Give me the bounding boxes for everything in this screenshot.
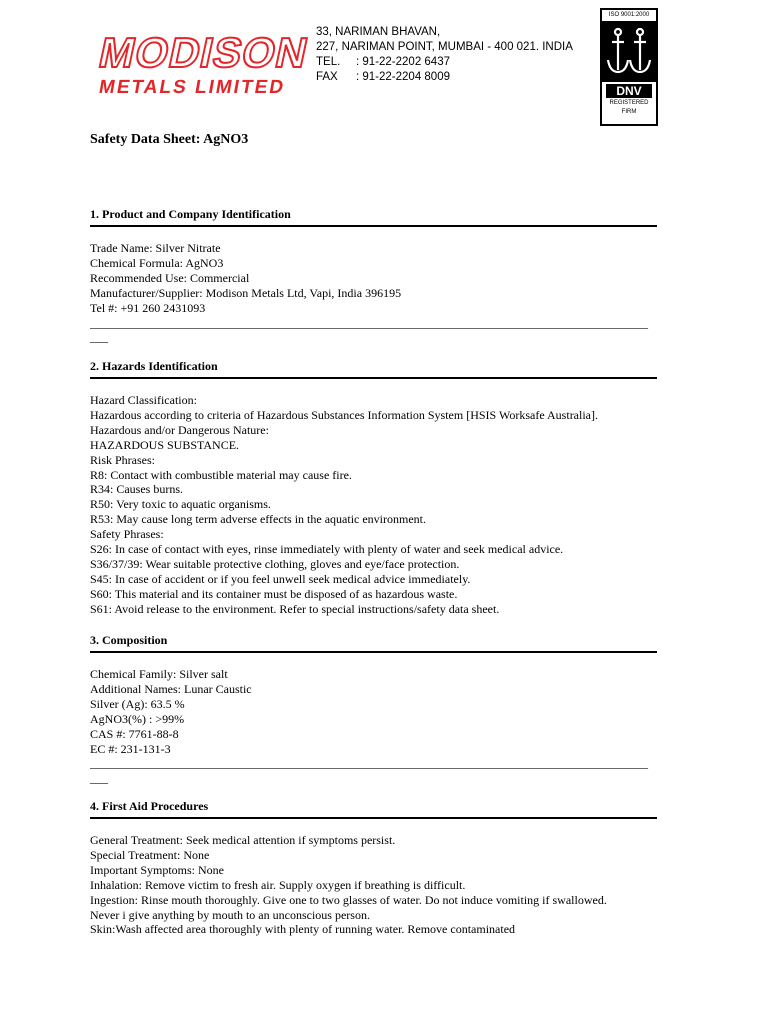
section-line: R50: Very toxic to aquatic organisms. xyxy=(90,497,271,512)
section-line: Hazardous according to criteria of Hazardous Substances Information System [HSIS Worksafe Australia]. xyxy=(90,407,599,422)
section-line: R53: May cause long term adverse effects in the aquatic environment. xyxy=(90,512,426,527)
fax-row xyxy=(316,70,573,85)
section-line: Skin:Wash affected area thoroughly with plenty of running water. Remove contaminated xyxy=(90,922,516,937)
section-line: Safety Phrases: xyxy=(90,527,164,542)
separator-rule: _____________________________________________________________________________________________ xyxy=(90,756,648,771)
section-body xyxy=(90,667,657,786)
section-line: Silver (Ag): 63.5 % xyxy=(90,696,185,711)
seal-registered-text: REGISTERED xyxy=(609,100,649,106)
logo-subtitle: METALS LIMITED xyxy=(97,77,287,98)
section-composition xyxy=(90,633,657,786)
section-line: Important Symptoms: None xyxy=(90,862,224,877)
section-first-aid xyxy=(90,799,657,937)
section-body xyxy=(90,833,657,937)
section-line: S36/37/39: Wear suitable protective clothing, gloves and eye/face protection. xyxy=(90,556,460,571)
section-line: Recommended Use: Commercial xyxy=(90,270,250,285)
tel-value: : 91-22-2202 6437 xyxy=(356,56,450,68)
section-line: Chemical Formula: AgNO3 xyxy=(90,255,224,270)
section-body xyxy=(90,241,657,345)
section-line: Special Treatment: None xyxy=(90,847,210,862)
fax-value: : 91-22-2204 8009 xyxy=(356,71,450,83)
section-heading: 2. Hazards Identification xyxy=(90,359,657,379)
section-line: Ingestion: Rinse mouth thoroughly. Give one to two glasses of water. Do not induce vomiting if swallowed. xyxy=(90,892,607,907)
section-heading: 3. Composition xyxy=(90,633,657,653)
section-line: Hazardous and/or Dangerous Nature: xyxy=(90,422,269,437)
tel-row xyxy=(316,55,573,70)
section-line: Hazard Classification: xyxy=(90,393,197,407)
address-line-1: 33, NARIMAN BHAVAN, xyxy=(316,26,441,38)
section-product-identification xyxy=(90,207,657,345)
section-heading: 4. First Aid Procedures xyxy=(90,799,657,819)
section-line: AgNO3(%) : >99% xyxy=(90,711,185,726)
section-line: Tel #: +91 260 2431093 xyxy=(90,300,206,315)
section-line: HAZARDOUS SUBSTANCE. xyxy=(90,437,240,452)
section-line: S26: In case of contact with eyes, rinse immediately with plenty of water and seek medical advice. xyxy=(90,542,564,557)
fax-label: FAX xyxy=(316,71,338,83)
address-line-2: 227, NARIMAN POINT, MUMBAI - 400 021. INDIA xyxy=(316,41,573,53)
anchor-icon xyxy=(602,22,656,82)
document-title: Safety Data Sheet: AgNO3 xyxy=(90,132,249,147)
logo-wordmark: MODISON xyxy=(95,29,313,76)
section-line: EC #: 231-131-3 xyxy=(90,741,171,756)
tel-label: TEL. xyxy=(316,56,341,68)
separator-rule-tail: ___ xyxy=(90,330,108,345)
company-address xyxy=(316,25,573,85)
iso-certification-seal xyxy=(600,8,658,126)
seal-dnv-mark: DNV xyxy=(606,84,652,98)
section-line: Chemical Family: Silver salt xyxy=(90,667,228,681)
section-line: S45: In case of accident or if you feel unwell seek medical advice immediately. xyxy=(90,571,471,586)
section-line: Risk Phrases: xyxy=(90,452,156,467)
section-line: S61: Avoid release to the environment. Refer to special instructions/safety data sheet. xyxy=(90,601,500,616)
section-line: General Treatment: Seek medical attention if symptoms persist. xyxy=(90,833,396,847)
separator-rule-tail: ___ xyxy=(90,771,108,786)
section-line: R8: Contact with combustible material may cause fire. xyxy=(90,467,352,482)
section-line: Inhalation: Remove victim to fresh air. Supply oxygen if breathing is difficult. xyxy=(90,877,466,892)
section-body xyxy=(90,393,657,617)
section-heading: 1. Product and Company Identification xyxy=(90,207,657,227)
section-line: Additional Names: Lunar Caustic xyxy=(90,681,252,696)
section-line: Never i give anything by mouth to an unconscious person. xyxy=(90,907,370,922)
section-line: S60: This material and its container must be disposed of as hazardous waste. xyxy=(90,586,458,601)
section-line: CAS #: 7761-88-8 xyxy=(90,726,179,741)
seal-firm-text: FIRM xyxy=(621,109,637,115)
separator-rule: _____________________________________________________________________________________________ xyxy=(90,315,648,330)
section-hazards-identification xyxy=(90,359,657,617)
seal-iso-text: ISO 9001:2000 xyxy=(602,10,656,22)
section-line: R34: Causes burns. xyxy=(90,482,183,497)
section-line: Manufacturer/Supplier: Modison Metals Ltd, Vapi, India 396195 xyxy=(90,285,402,300)
section-line: Trade Name: Silver Nitrate xyxy=(90,241,221,255)
